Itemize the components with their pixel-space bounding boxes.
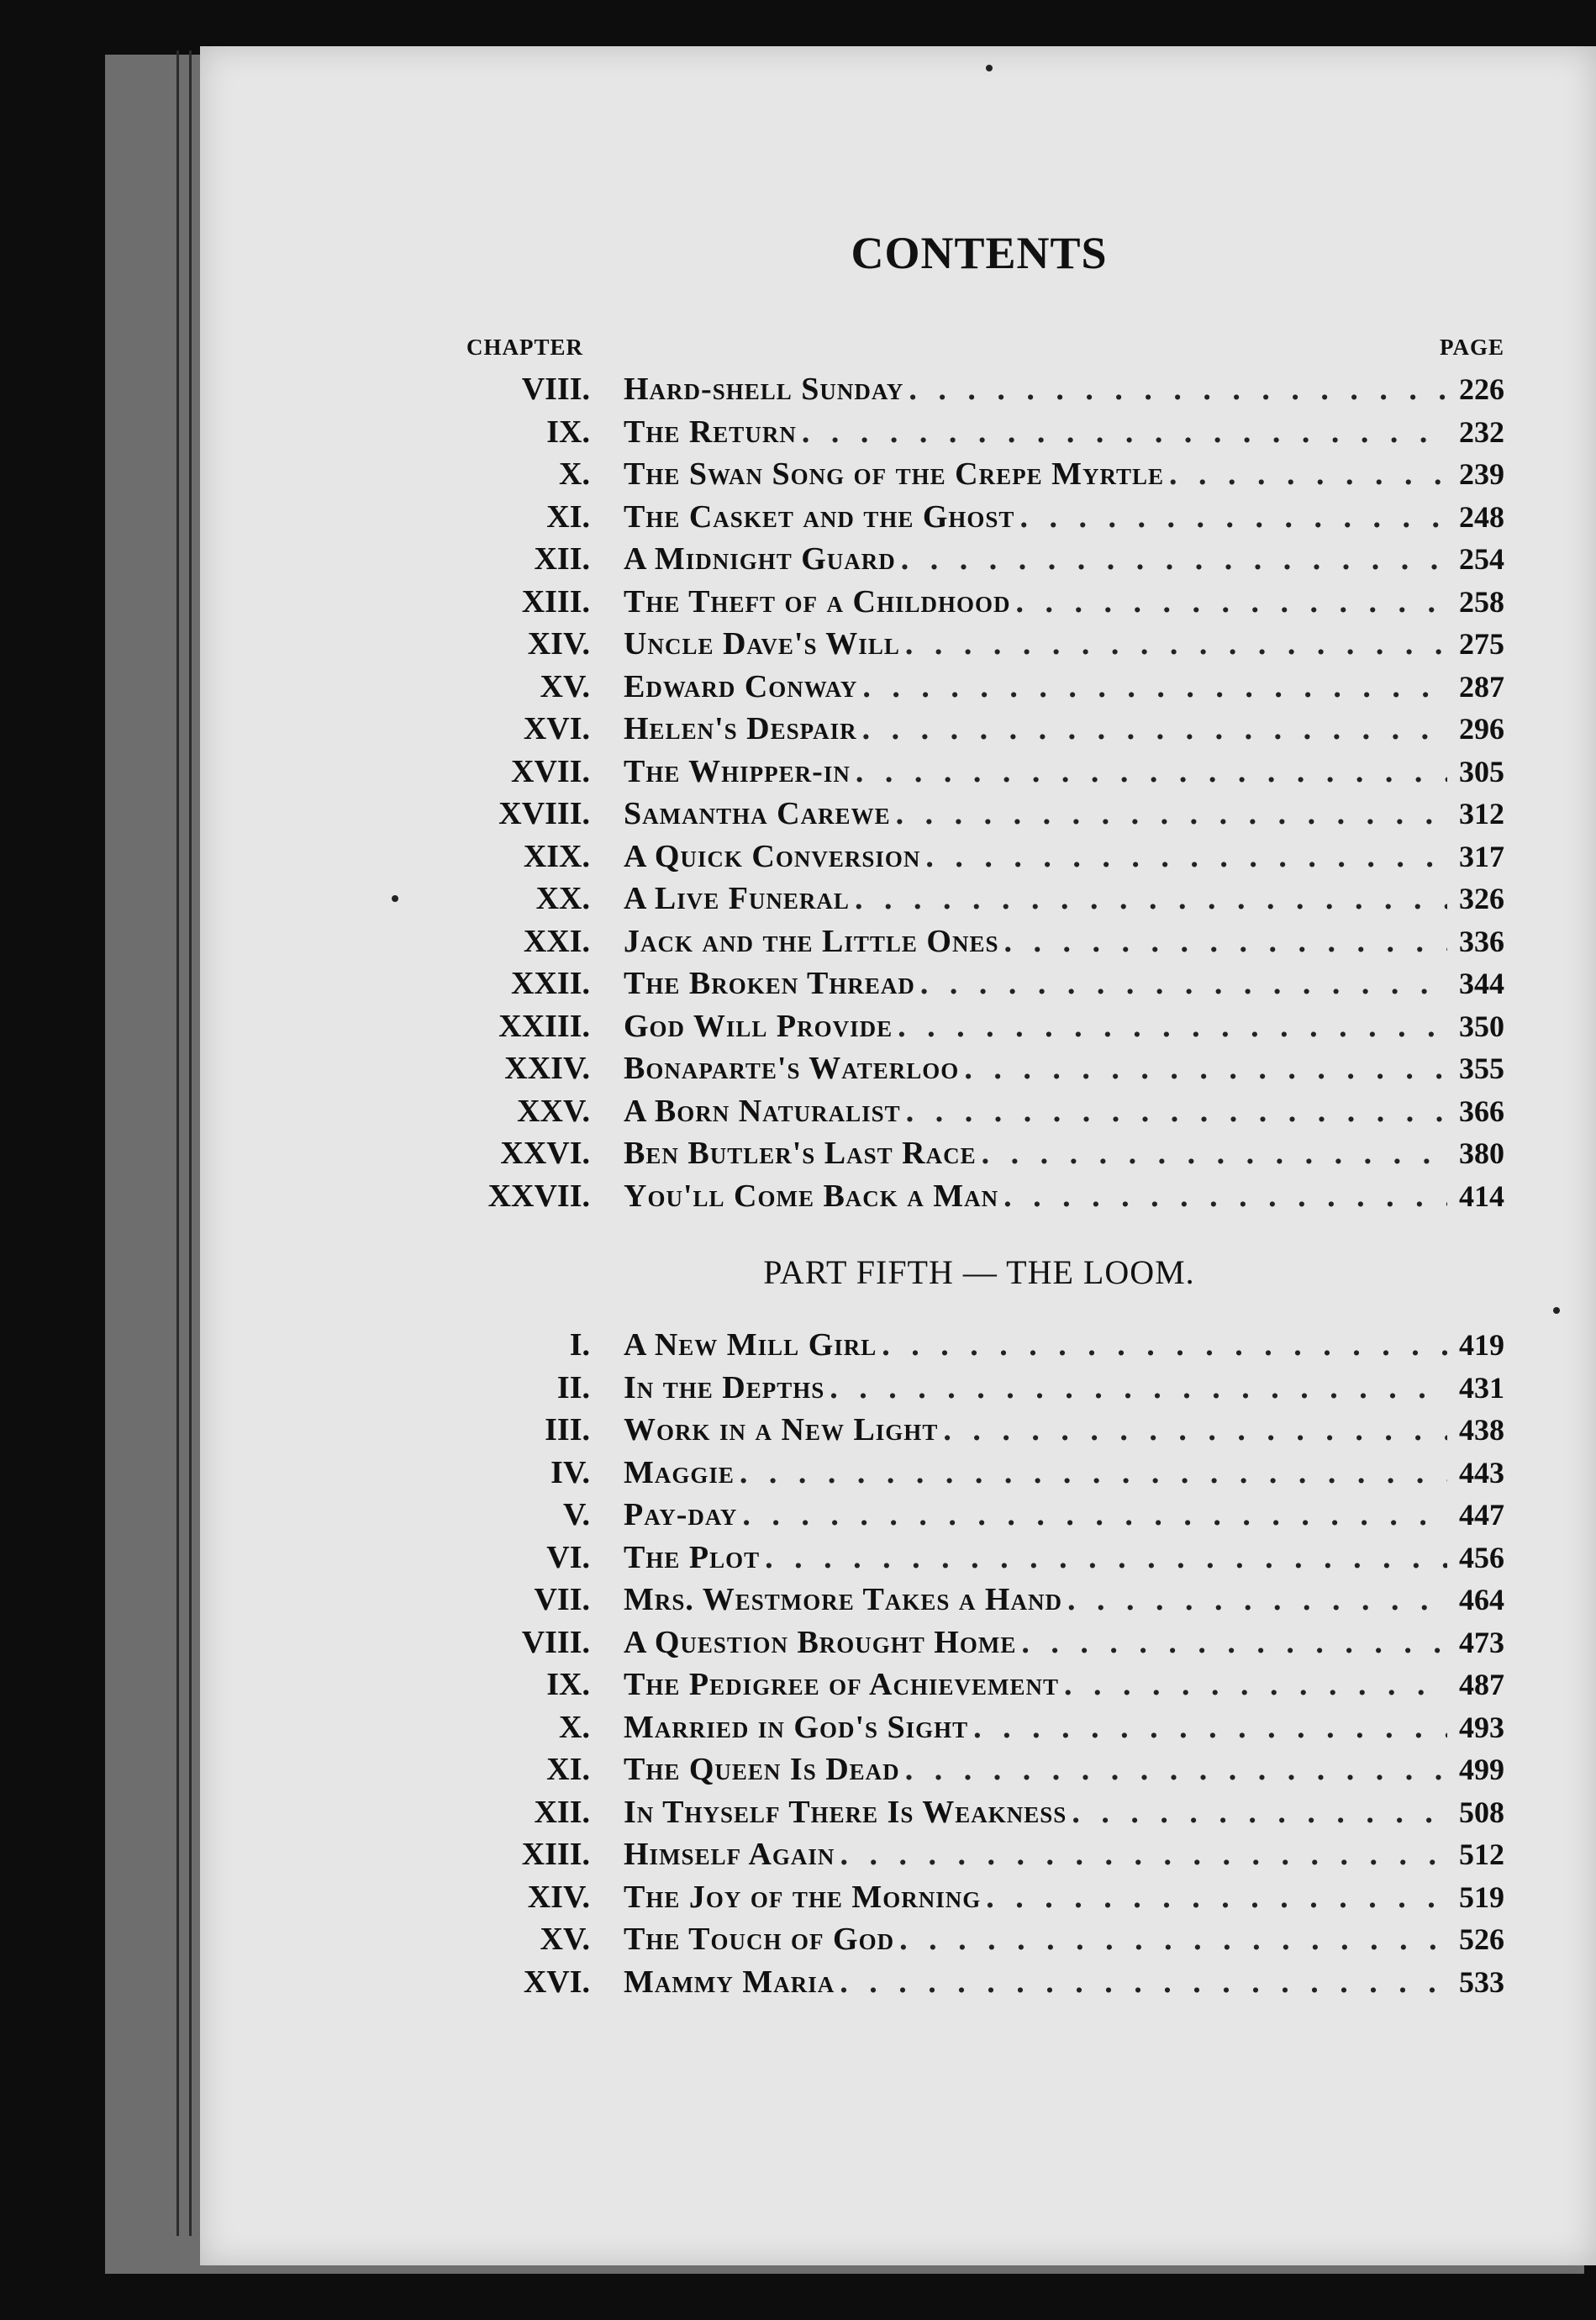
toc-entry <box>454 666 1504 709</box>
toc-entry <box>454 920 1504 963</box>
part-heading: PART FIFTH — THE LOOM. <box>763 1253 1195 1291</box>
chapter-title: A New Mill Girl <box>624 1327 877 1363</box>
chapter-title: Work in a New Light <box>624 1412 939 1447</box>
dot-leader <box>1067 1579 1447 1621</box>
page-number: 226 <box>1459 372 1504 406</box>
chapter-number: XVIII. <box>498 796 590 831</box>
toc-entry <box>454 368 1504 411</box>
page-number: 519 <box>1459 1880 1504 1914</box>
page-number: 414 <box>1459 1178 1504 1213</box>
dot-leader <box>1003 1175 1447 1217</box>
page-number: 447 <box>1459 1498 1504 1532</box>
page-number: 258 <box>1459 584 1504 619</box>
dot-leader <box>1015 581 1447 623</box>
dot-leader <box>840 1961 1447 2003</box>
dot-leader <box>906 1090 1447 1132</box>
page-number: 487 <box>1459 1668 1504 1701</box>
chapter-number: XX. <box>535 881 590 916</box>
dot-leader <box>1021 1621 1447 1664</box>
dot-leader <box>920 962 1447 1004</box>
chapter-title: Samantha Carewe <box>624 796 891 831</box>
chapter-number: XXV. <box>517 1093 590 1129</box>
toc-entry <box>454 1664 1504 1706</box>
page-number: 232 <box>1459 414 1504 449</box>
page-column-header: PAGE <box>1440 335 1504 360</box>
page-number: 355 <box>1459 1052 1504 1085</box>
chapter-number: XXI. <box>523 923 590 959</box>
page-number: 512 <box>1459 1838 1504 1871</box>
toc-entry <box>454 1537 1504 1579</box>
chapter-title: Edward Conway <box>624 668 858 704</box>
chapter-number: XVII. <box>511 753 590 789</box>
toc-entry <box>454 453 1504 496</box>
chapter-number: XV. <box>540 668 590 704</box>
toc-entry <box>454 411 1504 454</box>
page-number: 336 <box>1459 924 1504 958</box>
dot-leader <box>986 1876 1447 1918</box>
page-number: 312 <box>1459 797 1504 830</box>
chapter-number: XVI. <box>523 711 590 746</box>
page-number: 499 <box>1459 1753 1504 1786</box>
page-number: 431 <box>1459 1370 1504 1405</box>
chapter-title: Mammy Maria <box>624 1964 835 2000</box>
dot-leader <box>982 1132 1447 1174</box>
page-number: 305 <box>1459 754 1504 788</box>
toc-entry <box>454 1748 1504 1791</box>
chapter-title: You'll Come Back a Man <box>624 1178 999 1214</box>
chapter-title: Jack and the Little Ones <box>624 923 999 959</box>
chapter-title: The Pedigree of Achievement <box>624 1667 1059 1702</box>
page-number: 287 <box>1459 669 1504 704</box>
dot-leader <box>925 836 1447 878</box>
toc-entry <box>454 836 1504 878</box>
chapter-title: The Whipper-in <box>624 753 851 789</box>
chapter-title: Helen's Despair <box>624 711 857 746</box>
page-number: 296 <box>1459 712 1504 746</box>
page-number: 254 <box>1459 542 1504 576</box>
dot-leader <box>856 751 1447 793</box>
chapter-title: Ben Butler's Last Race <box>624 1136 977 1171</box>
chapter-title: Hard-shell Sunday <box>624 372 904 407</box>
chapter-number: XXVII. <box>487 1178 590 1214</box>
toc-entry <box>454 1579 1504 1621</box>
chapter-number: XXII. <box>511 966 590 1001</box>
toc-entry <box>454 538 1504 581</box>
chapter-number: X. <box>559 1709 590 1745</box>
toc-entry <box>454 1494 1504 1537</box>
page-number: 438 <box>1459 1413 1504 1447</box>
dot-leader <box>862 666 1447 708</box>
page-edge-line <box>189 50 192 2236</box>
dot-leader <box>1169 453 1447 495</box>
print-speck <box>392 895 398 902</box>
page-number: 326 <box>1459 882 1504 915</box>
page-number: 473 <box>1459 1625 1504 1659</box>
dot-leader <box>905 1748 1447 1790</box>
chapter-number: I. <box>569 1327 590 1363</box>
page-number: 533 <box>1459 1964 1504 1999</box>
page-number: 350 <box>1459 1009 1504 1043</box>
chapter-title: Bonaparte's Waterloo <box>624 1051 960 1086</box>
chapter-title: A Midnight Guard <box>624 541 896 577</box>
chapter-title: The Theft of a Childhood <box>624 583 1011 620</box>
page-number: 275 <box>1459 627 1504 661</box>
chapter-title: The Joy of the Morning <box>624 1879 982 1915</box>
toc-entry <box>454 1005 1504 1048</box>
chapter-number: VII. <box>534 1582 590 1617</box>
chapter-title: In Thyself There Is Weakness <box>624 1794 1067 1830</box>
page-number: 366 <box>1459 1094 1504 1128</box>
chapter-column-header: CHAPTER <box>466 335 584 360</box>
toc-entry <box>454 1876 1504 1919</box>
dot-leader <box>740 1452 1447 1494</box>
chapter-number: XIII. <box>521 583 590 620</box>
dot-leader <box>1003 920 1447 962</box>
chapter-title: A Quick Conversion <box>624 838 921 874</box>
toc-entry <box>454 1961 1504 2004</box>
chapter-number: XIX. <box>523 838 590 874</box>
chapter-number: III. <box>545 1412 590 1447</box>
chapter-number: IX. <box>546 1667 590 1702</box>
contents-list-part-four <box>454 368 1504 1217</box>
chapter-number: IV. <box>550 1454 590 1490</box>
print-speck <box>1553 1307 1560 1314</box>
chapter-number: XIII. <box>521 1837 590 1872</box>
page-number: 493 <box>1459 1710 1504 1744</box>
dot-leader <box>855 878 1447 920</box>
dot-leader <box>1072 1791 1447 1833</box>
chapter-title: The Casket and the Ghost <box>624 498 1015 535</box>
page-number: 344 <box>1459 967 1504 1000</box>
toc-entry <box>454 1132 1504 1175</box>
toc-entry <box>454 1090 1504 1133</box>
chapter-title: The Plot <box>624 1539 761 1575</box>
page-number: 464 <box>1459 1583 1504 1616</box>
chapter-number: V. <box>562 1497 590 1532</box>
chapter-number: X. <box>559 456 590 492</box>
toc-entry <box>454 1047 1504 1090</box>
chapter-number: XVI. <box>523 1964 590 2000</box>
chapter-number: XI. <box>546 498 590 535</box>
chapter-title: Married in God's Sight <box>624 1709 969 1745</box>
dot-leader <box>765 1537 1447 1579</box>
chapter-number: XII. <box>534 1794 590 1830</box>
dot-leader <box>909 368 1447 410</box>
dot-leader <box>899 1918 1447 1960</box>
chapter-title: A Question Brought Home <box>624 1624 1017 1660</box>
chapter-number: II. <box>556 1369 590 1405</box>
chapter-title: Mrs. Westmore Takes a Hand <box>624 1582 1062 1617</box>
chapter-title: Pay-day <box>624 1497 738 1532</box>
dot-leader <box>896 793 1447 835</box>
dot-leader <box>830 1367 1447 1409</box>
dot-leader <box>964 1047 1447 1089</box>
toc-entry <box>454 1324 1504 1367</box>
chapter-number: XXVI. <box>500 1136 590 1171</box>
page-number: 317 <box>1459 839 1504 873</box>
toc-entry <box>454 751 1504 794</box>
chapter-number: VI. <box>546 1539 590 1575</box>
dot-leader <box>862 708 1447 750</box>
chapter-number: XXIV. <box>504 1051 590 1086</box>
chapter-number: XII. <box>534 541 590 577</box>
toc-entry <box>454 878 1504 920</box>
dot-leader <box>1019 496 1447 538</box>
toc-entry <box>454 1791 1504 1834</box>
chapter-title: The Touch of God <box>624 1922 895 1957</box>
chapter-title: In the Depths <box>624 1369 825 1405</box>
toc-entry <box>454 1367 1504 1410</box>
print-speck <box>986 65 993 71</box>
chapter-title: A Live Funeral <box>624 881 850 916</box>
page-number: 248 <box>1459 499 1504 534</box>
page-edge-line <box>176 50 179 2236</box>
chapter-title: A Born Naturalist <box>624 1093 901 1129</box>
dot-leader <box>898 1005 1447 1047</box>
toc-entry <box>454 1452 1504 1495</box>
toc-entry <box>454 1409 1504 1452</box>
toc-entry <box>454 793 1504 836</box>
dot-leader <box>905 623 1447 665</box>
toc-entry <box>454 1175 1504 1218</box>
chapter-title: The Queen Is Dead <box>624 1752 900 1787</box>
page-number: 419 <box>1459 1328 1504 1362</box>
chapter-title: The Swan Song of the Crepe Myrtle <box>624 456 1165 492</box>
chapter-title: Uncle Dave's Will <box>624 626 900 662</box>
dot-leader <box>943 1409 1447 1451</box>
page-number: 380 <box>1459 1136 1504 1170</box>
toc-entry <box>454 623 1504 666</box>
chapter-title: Himself Again <box>624 1837 835 1872</box>
chapter-number: IX. <box>546 414 590 450</box>
toc-entry <box>454 581 1504 624</box>
chapter-title: The Return <box>624 414 797 450</box>
chapter-number: XV. <box>540 1922 590 1957</box>
chapter-number: VIII. <box>521 1624 590 1660</box>
toc-entry <box>454 496 1504 539</box>
toc-entry <box>454 1918 1504 1961</box>
chapter-number: VIII. <box>521 372 590 407</box>
chapter-number: XIV. <box>527 626 590 662</box>
page-number: 239 <box>1459 457 1504 491</box>
toc-entry <box>454 1833 1504 1876</box>
toc-entry <box>454 1706 1504 1749</box>
chapter-number: XI. <box>546 1752 590 1787</box>
page-number: 508 <box>1459 1795 1504 1829</box>
toc-entry <box>454 962 1504 1005</box>
page-number: 443 <box>1459 1455 1504 1490</box>
chapter-title: God Will Provide <box>624 1008 893 1044</box>
chapter-title: Maggie <box>624 1454 735 1490</box>
chapter-title: The Broken Thread <box>624 966 915 1001</box>
chapter-number: XXIII. <box>498 1008 590 1044</box>
toc-entry <box>454 708 1504 751</box>
page-number: 456 <box>1459 1540 1504 1574</box>
dot-leader <box>1064 1664 1447 1706</box>
dot-leader <box>882 1324 1447 1366</box>
page-title: CONTENTS <box>851 228 1108 278</box>
chapter-number: XIV. <box>527 1879 590 1915</box>
dot-leader <box>840 1833 1447 1875</box>
contents-list-part-five <box>454 1324 1504 2003</box>
dot-leader <box>973 1706 1447 1748</box>
toc-entry <box>454 1621 1504 1664</box>
page-number: 526 <box>1459 1922 1504 1956</box>
dot-leader <box>901 538 1447 580</box>
dot-leader <box>742 1494 1447 1536</box>
dot-leader <box>802 411 1447 453</box>
